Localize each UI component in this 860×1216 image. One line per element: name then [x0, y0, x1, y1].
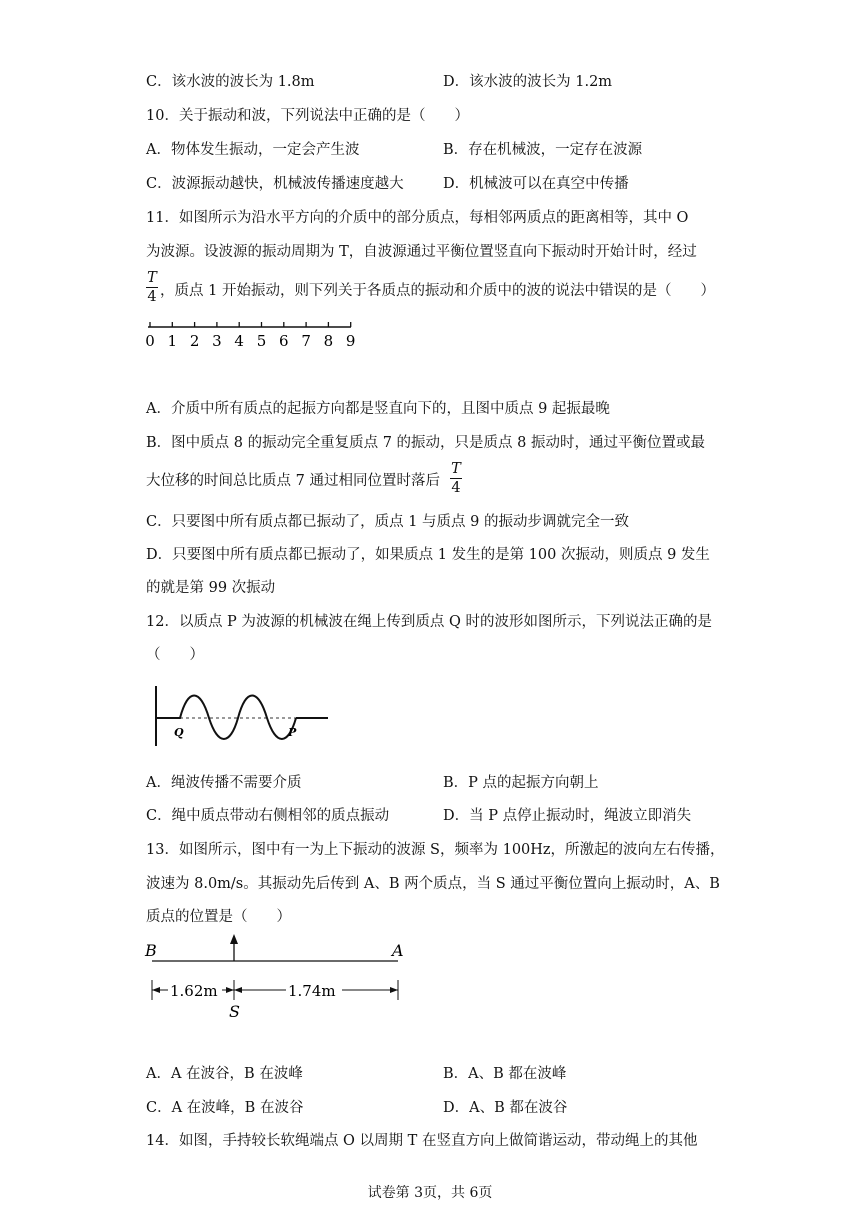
q13-stem-line3: 质点的位置是（ ） [146, 909, 291, 925]
q11-particle-axis-figure [140, 318, 370, 354]
q11-option-a: A．介质中所有质点的起振方向都是竖直向下的，且图中质点 9 起振最晚 [146, 401, 610, 417]
q12-option-c: C．绳中质点带动右侧相邻的质点振动 [146, 808, 390, 824]
fraction-denominator: 4 [147, 289, 157, 305]
q13-option-b: B．A、B 都在波峰 [443, 1066, 567, 1082]
q12-option-b: B．P 点的起振方向朝上 [443, 775, 599, 791]
axis-tick-label: 3 [212, 332, 222, 350]
q10-option-a: A．物体发生振动，一定会产生波 [146, 142, 360, 158]
q11-option-d-line1: D．只要图中所有质点都已振动了，如果质点 1 发生的是第 100 次振动，则质点 9 发生 [146, 547, 710, 563]
q12-option-d: D．当 P 点停止振动时，绳波立即消失 [443, 808, 692, 824]
axis-tick-label: 7 [301, 332, 311, 350]
axis-tick-label: 9 [345, 332, 356, 350]
fraction-denominator: 4 [451, 480, 461, 496]
fraction-bar [450, 478, 462, 479]
q13-stem-line1: 13．如图所示，图中有一为上下振动的波源 S，频率为 100Hz，所激起的波向左右传播， [146, 842, 725, 858]
q13-option-d: D．A、B 都在波谷 [443, 1100, 568, 1116]
fraction-bar [146, 287, 158, 288]
axis-tick-label: 0 [145, 332, 155, 350]
q12-rope-wave-figure [150, 684, 340, 748]
q11-stem-line3: ，质点 1 开始振动，则下列关于各质点的振动和介质中的波的说法中错误的是（ ） [160, 283, 715, 299]
label-p: P [288, 726, 297, 739]
q9-option-c: C．该水波的波长为 1.8m [146, 74, 315, 90]
axis-tick-label: 6 [279, 332, 289, 350]
q12-option-a: A．绳波传播不需要介质 [146, 775, 302, 791]
distance-left: 1.62m [170, 982, 218, 1000]
page-footer: 试卷第 3页，共 6页 [367, 1185, 493, 1201]
q11-option-b-line1: B．图中质点 8 的振动完全重复质点 7 的振动，只是质点 8 振动时，通过平衡位置或最 [146, 435, 705, 451]
distance-right: 1.74m [288, 982, 336, 1000]
fraction-numerator: T [451, 461, 461, 477]
up-arrow-icon [230, 934, 238, 944]
q14-stem-line1: 14．如图，手持较长软绳端点 O 以周期 T 在竖直方向上做简谐运动，带动绳上的其他 [146, 1133, 698, 1149]
fraction-numerator: T [147, 270, 157, 286]
q13-stem-line2: 波速为 8.0m/s。其振动先后传到 A、B 两个质点，当 S 通过平衡位置向上振动时，A、B [146, 876, 720, 892]
q11-stem-line2: 为波源。设波源的振动周期为 T，自波源通过平衡位置竖直向下振动时开始计时，经过 [146, 244, 697, 260]
q13-option-a: A．A 在波谷，B 在波峰 [146, 1066, 303, 1082]
q13-source-diagram [140, 932, 420, 1024]
q10-stem: 10．关于振动和波，下列说法中正确的是（ ） [146, 108, 469, 124]
q11-option-d-line2: 的就是第 99 次振动 [146, 580, 276, 596]
axis-tick-label: 8 [323, 332, 334, 350]
q12-stem-line2: （ ） [146, 647, 204, 663]
q12-stem-line1: 12．以质点 P 为波源的机械波在绳上传到质点 Q 时的波形如图所示，下列说法正确的是 [146, 614, 713, 630]
label-s: S [229, 1002, 240, 1021]
q9-option-d: D．该水波的波长为 1.2m [443, 74, 613, 90]
q10-option-b: B．存在机械波，一定存在波源 [443, 142, 643, 158]
q10-option-d: D．机械波可以在真空中传播 [443, 176, 629, 192]
label-a: A [392, 941, 404, 960]
q10-option-c: C．波源振动越快，机械波传播速度越大 [146, 176, 404, 192]
axis-tick-label: 1 [167, 332, 178, 350]
label-q: Q [174, 726, 184, 739]
q11-option-b-fraction [450, 461, 462, 496]
q11-option-b-line2: 大位移的时间总比质点 7 通过相同位置时落后 [146, 473, 440, 489]
label-b: B [145, 941, 157, 960]
q11-fraction-t-over-4 [146, 270, 158, 305]
axis-tick-label: 4 [234, 332, 244, 350]
q11-stem-line1: 11．如图所示为沿水平方向的介质中的部分质点，每相邻两质点的距离相等，其中 O [146, 210, 689, 226]
q11-option-c: C．只要图中所有质点都已振动了，质点 1 与质点 9 的振动步调就完全一致 [146, 514, 629, 530]
q13-option-c: C．A 在波峰，B 在波谷 [146, 1100, 304, 1116]
axis-tick-label: 2 [189, 332, 200, 350]
axis-tick-label: 5 [256, 332, 267, 350]
